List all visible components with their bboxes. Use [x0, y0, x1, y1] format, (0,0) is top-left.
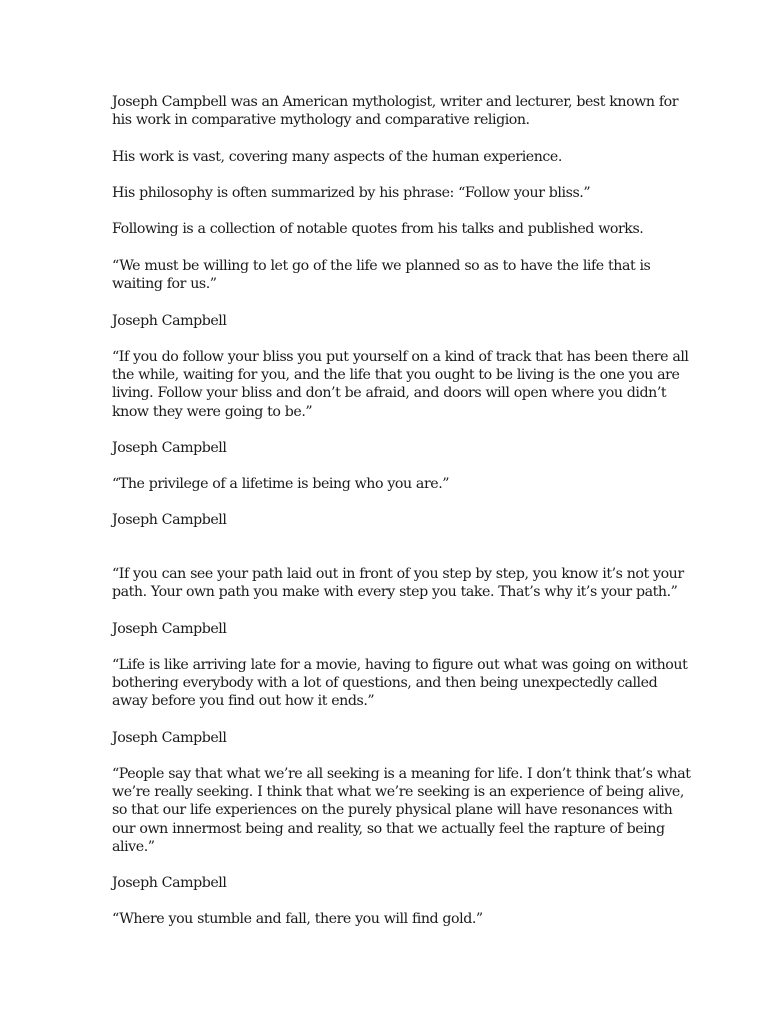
text-line: “We must be willing to let go of the life we planned so as to have the life that is — [112, 258, 651, 274]
quote-attribution — [112, 729, 660, 747]
text-line: Joseph Campbell was an American mythologist, writer and lecturer, best known for — [112, 94, 679, 110]
quote-attribution — [112, 312, 660, 330]
text-line: alive.” — [112, 838, 155, 855]
text-line: know they were going to be.” — [112, 403, 313, 420]
quote-paragraph — [112, 565, 684, 601]
text-line: Joseph Campbell — [112, 440, 227, 456]
quote-paragraph — [112, 910, 660, 928]
text-line: living. Follow your bliss and don’t be afraid, and doors will open where you didn’t — [112, 385, 667, 402]
quote-attribution — [112, 874, 660, 892]
text-line: bothering everybody with a lot of questions, and then being unexpectedly called — [112, 675, 658, 692]
text-line: “People say that what we’re all seeking is a meaning for life. I don’t think that’s what — [112, 766, 691, 782]
text-line: Joseph Campbell — [112, 621, 227, 637]
text-line: “If you can see your path laid out in front of you step by step, you know it’s not your — [112, 566, 684, 582]
text-line: “Where you stumble and fall, there you will find gold.” — [112, 911, 483, 927]
text-line: Joseph Campbell — [112, 512, 227, 528]
quote-paragraph — [112, 656, 688, 711]
intro-paragraph — [112, 93, 679, 129]
text-line: “Life is like arriving late for a movie, having to figure out what was going on without — [112, 657, 688, 673]
quote-paragraph — [112, 348, 689, 421]
text-line: Joseph Campbell — [112, 730, 227, 746]
text-line: path. Your own path you make with every step you take. That’s why it’s your path.” — [112, 584, 678, 601]
text-line: away before you find out how it ends.” — [112, 693, 375, 710]
text-line: so that our life experiences on the purely physical plane will have resonances with — [112, 802, 673, 819]
text-line: “If you do follow your bliss you put yourself on a kind of track that has been there all — [112, 349, 689, 365]
text-line: our own innermost being and reality, so that we actually feel the rapture of being — [112, 820, 665, 837]
text-line: waiting for us.” — [112, 276, 217, 293]
text-line: His work is vast, covering many aspects of the human experience. — [112, 149, 562, 165]
text-line: Following is a collection of notable quotes from his talks and published works. — [112, 221, 644, 237]
quote-attribution — [112, 511, 660, 529]
intro-paragraph — [112, 148, 660, 166]
text-line: the while, waiting for you, and the life that you ought to be living is the one you are — [112, 367, 680, 384]
intro-paragraph — [112, 220, 660, 238]
quote-attribution — [112, 620, 660, 638]
quote-paragraph — [112, 475, 660, 493]
text-line: “The privilege of a lifetime is being who you are.” — [112, 476, 450, 492]
text-line: His philosophy is often summarized by his phrase: “Follow your bliss.” — [112, 185, 591, 201]
text-line: Joseph Campbell — [112, 875, 227, 891]
text-line: we’re really seeking. I think that what we’re seeking is an experience of being alive, — [112, 784, 684, 801]
quote-attribution — [112, 439, 660, 457]
intro-paragraph — [112, 184, 660, 202]
quote-paragraph — [112, 257, 660, 293]
quote-paragraph — [112, 765, 691, 856]
text-line: Joseph Campbell — [112, 313, 227, 329]
text-line: his work in comparative mythology and comparative religion. — [112, 112, 530, 129]
